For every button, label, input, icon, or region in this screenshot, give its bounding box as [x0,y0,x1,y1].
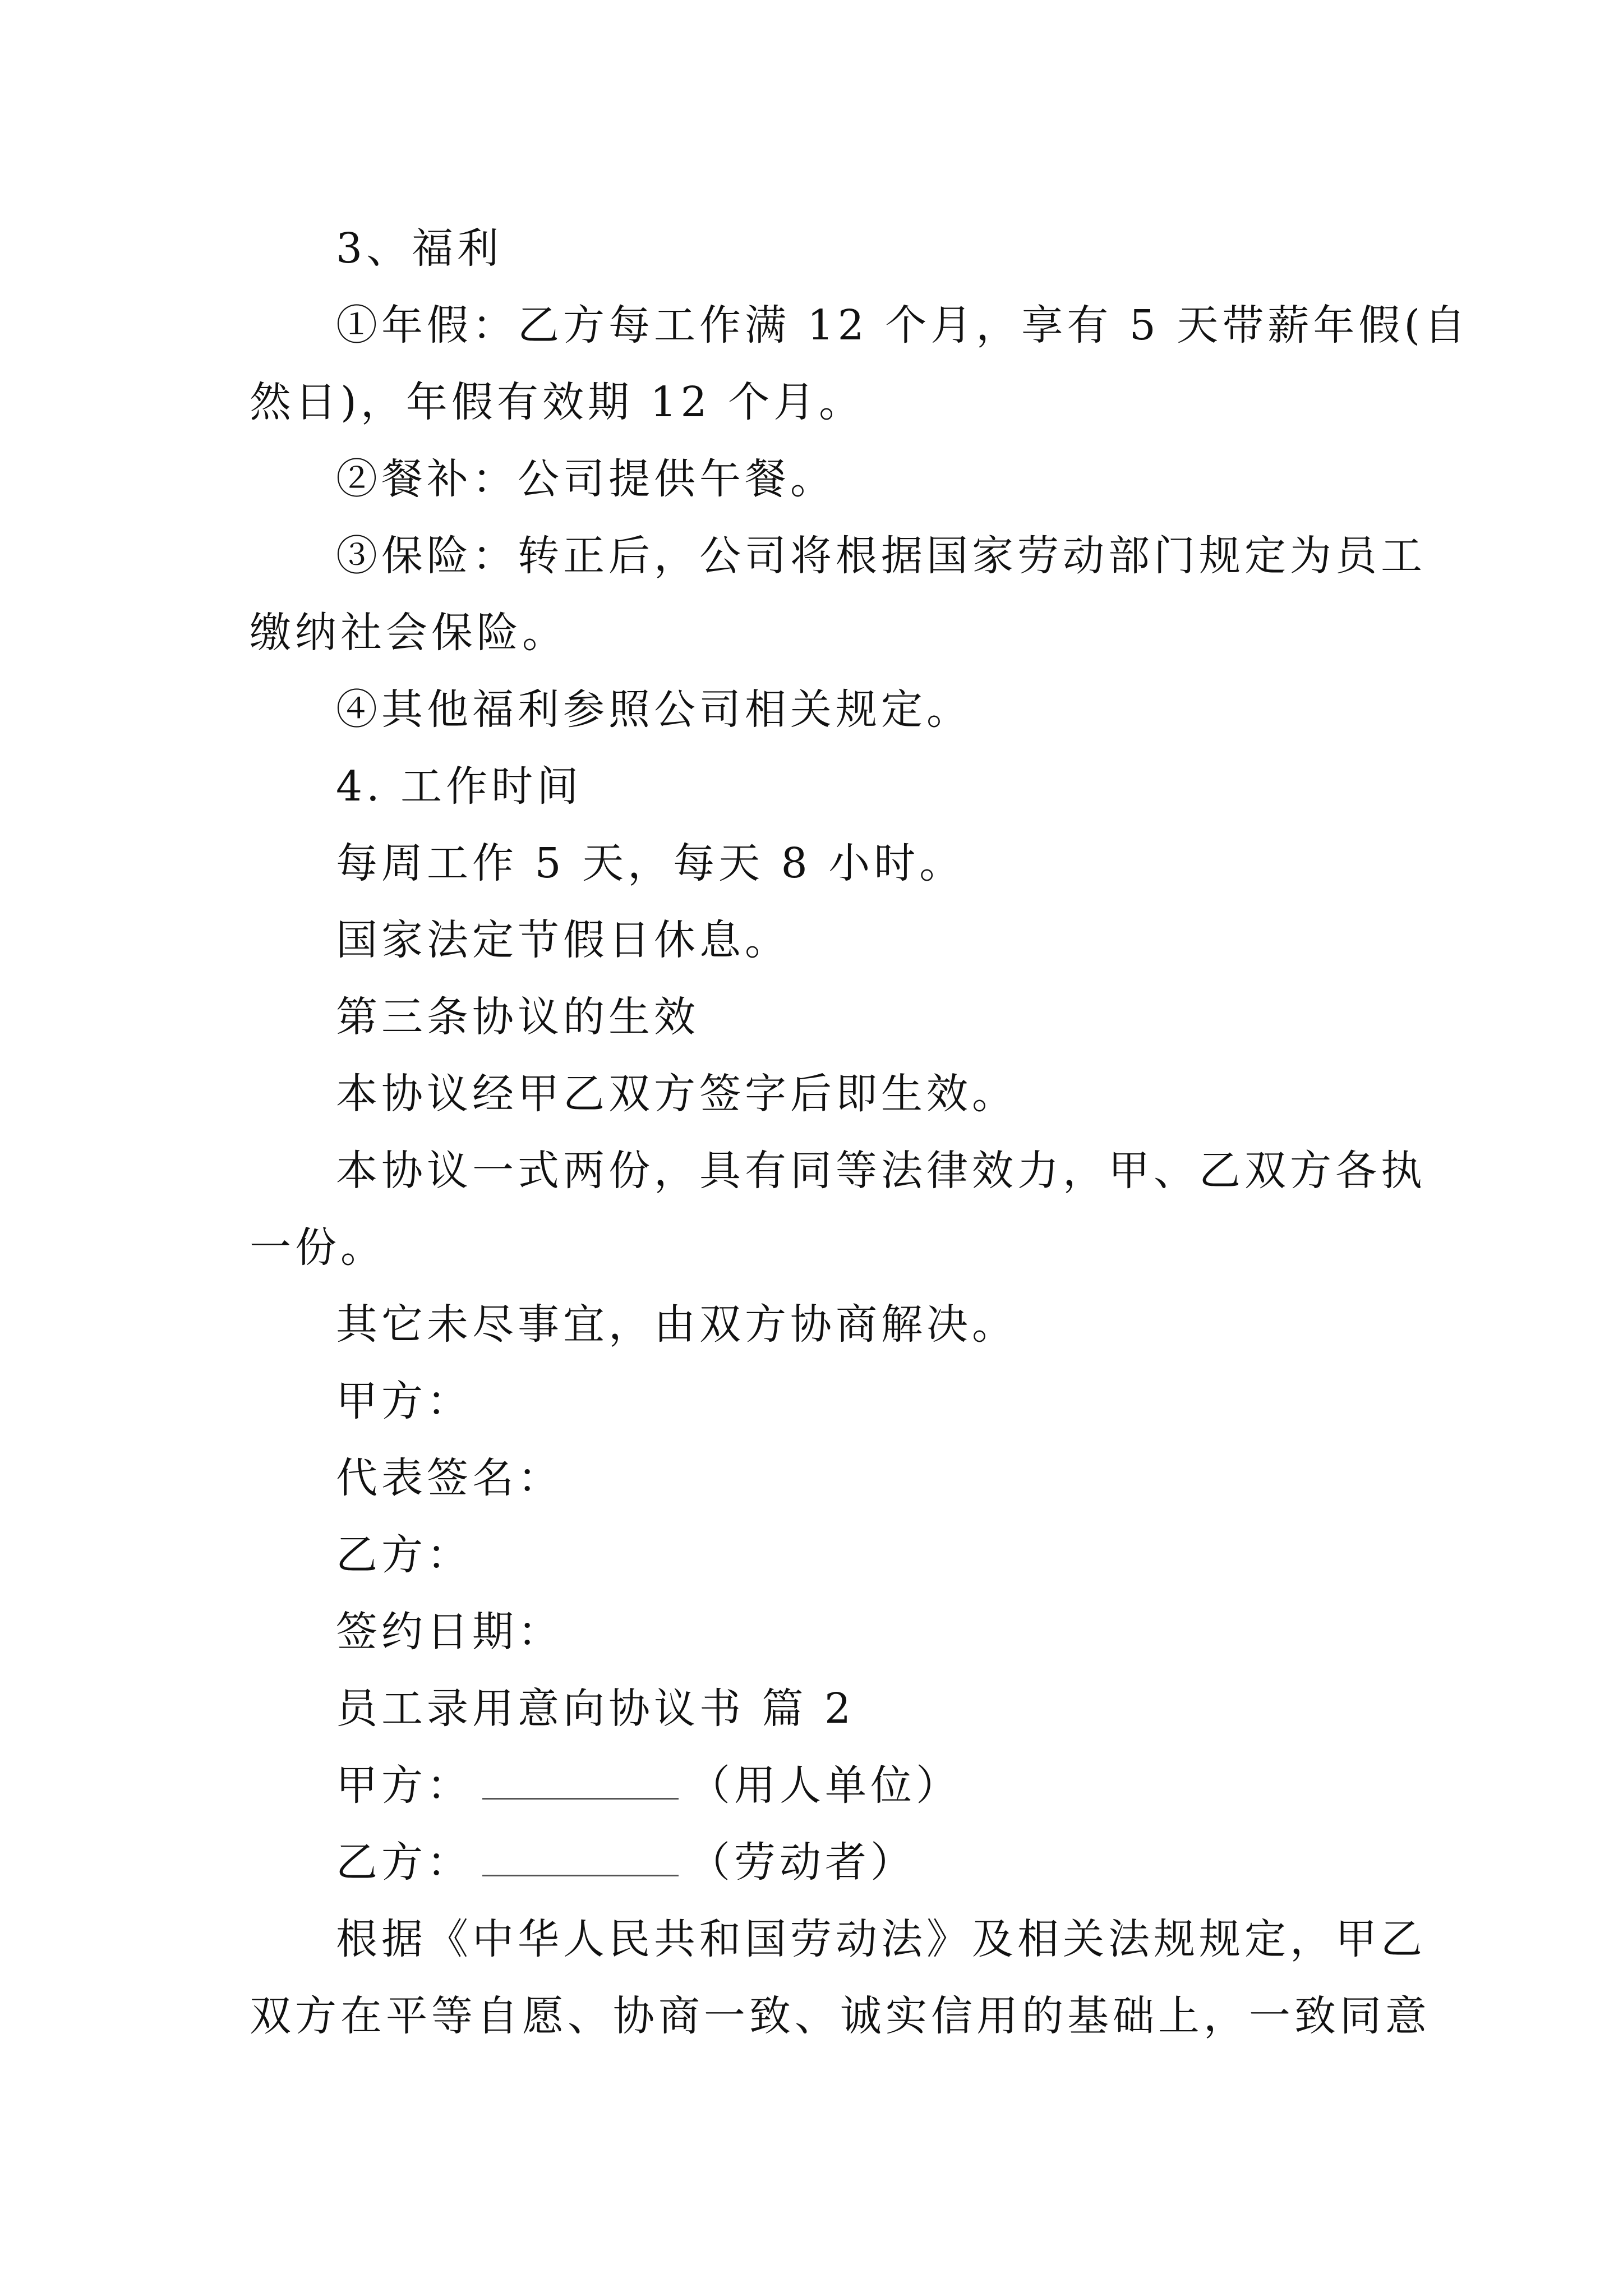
meal-allowance: ②餐补：公司提供午餐。 [336,455,836,503]
section-2-title: 员工录用意向协议书 篇 2 [336,1685,855,1733]
party-a-label: 甲方： [336,1377,472,1425]
other-welfare: ④其他福利参照公司相关规定。 [336,685,972,734]
work-time-days: 每周工作 5 天，每天 8 小时。 [336,839,965,887]
other-matters: 其它未尽事宜，由双方协商解决。 [336,1300,1017,1349]
article-3-heading: 第三条协议的生效 [336,993,699,1041]
effective-clause: 本协议经甲乙双方签字后即生效。 [336,1070,1017,1118]
copies-line-1: 本协议一式两份，具有同等法律效力，甲、乙双方各执 [336,1147,1426,1195]
sign-date-label: 签约日期： [336,1608,563,1656]
representative-signature-label: 代表签名： [336,1454,563,1502]
party-b-2-row [250,1824,1391,1901]
party-b-2-label: 乙方： [336,1838,472,1887]
basis-line-1: 根据《中华人民共和国劳动法》及相关法规规定，甲乙 [336,1915,1426,1963]
insurance-line-2: 缴纳社会保险。 [250,609,568,657]
insurance-line-1: ③保险：转正后，公司将根据国家劳动部门规定为员工 [336,532,1426,580]
copies-line-2: 一份。 [250,1223,386,1272]
party-a-2-note: （用人单位） [689,1761,961,1810]
party-a-2-blank [482,1764,679,1800]
party-a-2-row [250,1747,1391,1824]
party-b-2-blank [482,1841,679,1876]
party-b-2-note: （劳动者） [689,1838,916,1887]
work-time-holidays: 国家法定节假日休息。 [336,916,790,964]
work-time-heading: 4. 工作时间 [336,762,583,811]
party-b-label: 乙方： [336,1531,472,1579]
welfare-heading: 3、福利 [336,224,503,273]
annual-leave-line-2: 然日)，年假有效期 12 个月。 [250,378,865,426]
party-a-2-label: 甲方： [336,1761,472,1810]
basis-line-2: 双方在平等自愿、协商一致、诚实信用的基础上，一致同意 [250,1992,1431,2040]
annual-leave-line-1: ①年假：乙方每工作满 12 个月，享有 5 天带薪年假(自 [336,301,1470,349]
document-body [250,210,1470,2055]
